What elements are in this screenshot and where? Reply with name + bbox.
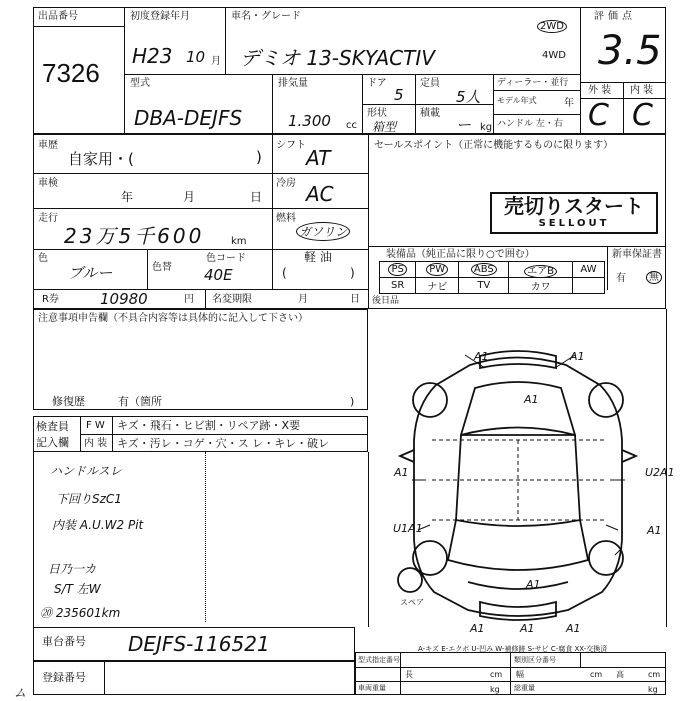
rear-seat-label: 後日品	[372, 296, 400, 306]
equip-sr: SR	[380, 278, 416, 294]
ac-label: 冷房	[276, 178, 296, 189]
sales-point-label: セールスポイント（正常に機能するものに限ります）	[374, 140, 614, 151]
load-unit: kg	[480, 122, 493, 133]
color-value: ブルー	[68, 264, 113, 282]
equip-blank	[572, 278, 604, 294]
capacity-label: 定員	[420, 78, 440, 89]
recycle-unit: 円	[184, 294, 194, 305]
first-reg-label: 初度登録年月	[130, 11, 190, 22]
repair-label: 修復歴	[52, 395, 85, 408]
warranty-no: 無	[646, 271, 662, 284]
damage-mark-6: U1A1	[393, 522, 423, 535]
hand-note-3: 内装 A.U.W2 Pit	[52, 518, 144, 532]
equipment-table	[379, 261, 605, 294]
inspection-month: 月	[183, 190, 196, 204]
hand-note-5: S/T 左W	[54, 582, 101, 596]
fuel-diesel: 軽 油	[304, 250, 332, 264]
interior-value: C	[632, 98, 653, 133]
fw-items: キズ・飛石・ヒビ割・リペア跡・X要	[117, 419, 301, 432]
hand-note-1: ハンドルスレ	[50, 464, 122, 478]
width-unit: cm	[590, 670, 603, 679]
displacement-label: 排気量	[278, 78, 308, 89]
hand-note-6: ⑳ 235601km	[40, 606, 121, 620]
sellout-stamp-sub: SELLOUT	[538, 218, 610, 229]
model-name-label: 車名・グレード	[231, 11, 301, 22]
repair-close: )	[350, 395, 355, 408]
damage-legend: A-キズ E-エクボ U-凹み W-補修跡 S-サビ C-腐食 XX-交換済	[418, 645, 608, 653]
inspection-year: 年	[121, 190, 134, 204]
equip-tv: TV	[459, 278, 509, 294]
equip-navi: ナビ	[416, 278, 459, 294]
sellout-stamp	[490, 192, 658, 234]
interior-label: 内 装	[630, 85, 654, 96]
doors-value: 5	[394, 86, 404, 104]
warranty-label: 新車保証書	[612, 249, 662, 260]
mileage-label: 走行	[38, 213, 58, 224]
lot-label: 出品番号	[38, 11, 78, 22]
score-label: 評価点	[594, 11, 636, 22]
class-designation-label: 類別区分番号	[514, 656, 556, 664]
load-value: ー	[456, 116, 472, 134]
height-label: 高	[616, 670, 624, 679]
dealer-label: ディーラー・並行	[497, 78, 569, 88]
width-label: 幅	[516, 670, 524, 679]
equip-leather: カワ	[509, 278, 572, 294]
name-change-label: 名変期限	[212, 294, 252, 305]
registration-label: 登録番号	[42, 671, 86, 684]
equip-pw: PW	[416, 262, 459, 278]
exterior-label: 外 装	[588, 85, 612, 96]
length-label: 長	[405, 670, 413, 679]
equipment-label: 装備品（純正品に限り○で囲む）	[386, 249, 535, 260]
displacement-value: 1.300	[288, 112, 331, 130]
equip-ps: PS	[380, 262, 416, 278]
drive-4wd: 4WD	[542, 50, 566, 61]
model-designation-label: 型式指定番号	[358, 656, 400, 664]
model-year-unit: 年	[564, 98, 574, 109]
damage-mark-7: A1	[647, 524, 662, 537]
first-reg-month-unit: 月	[211, 56, 221, 67]
ac-value: AC	[306, 182, 334, 206]
color-code-label: 色コード	[206, 253, 246, 264]
sellout-stamp-main: 売切りスタート	[504, 194, 644, 218]
damage-mark-2: A1	[570, 350, 585, 363]
shape-label: 形状	[367, 108, 387, 119]
inspector-interior-items: キズ・汚レ・コゲ・穴・ス レ・キレ・破レ	[117, 437, 330, 450]
repair-value: 有（箇所	[118, 395, 162, 408]
equip-abs: ABS	[459, 262, 509, 278]
damage-mark-1: A1	[474, 350, 489, 363]
history-close: )	[256, 148, 262, 166]
type-value: DBA-DEJFS	[134, 106, 243, 130]
first-reg-value: H23	[132, 44, 173, 68]
inspector-label-1: 検査員	[36, 420, 69, 433]
hand-note-4: 日乃一カ	[48, 562, 97, 576]
inspector-interior-label: 内 装	[84, 438, 108, 449]
length-unit: cm	[490, 670, 503, 679]
damage-mark-5: U2A1	[645, 466, 675, 479]
fuel-label: 燃料	[276, 213, 296, 224]
warranty-yes: 有	[616, 273, 626, 284]
recycle-label: R券	[42, 294, 59, 305]
corner-mark: ム	[14, 686, 27, 700]
height-unit: cm	[648, 670, 661, 679]
chassis-value: DEJFS-116521	[128, 632, 270, 656]
notes-label: 注意事項申告欄（不具合内容等は具体的に記入して下さい）	[38, 313, 308, 324]
total-weight-unit: kg	[648, 685, 658, 694]
chassis-label: 車台番号	[42, 635, 86, 648]
history-value: 自家用・(	[68, 150, 134, 168]
type-label: 型式	[130, 78, 150, 89]
name-change-month: 月	[298, 294, 308, 305]
spare-label: スペア	[400, 598, 424, 607]
doors-label: ドア	[367, 78, 387, 89]
model-name-value: デミオ 13-SKYACTIV	[240, 46, 435, 70]
capacity-value: 5人	[456, 88, 481, 106]
displacement-unit: cc	[346, 120, 357, 131]
inspection-day: 日	[250, 190, 263, 204]
shift-label: シフト	[276, 140, 306, 151]
name-change-day: 日	[350, 294, 360, 305]
damage-mark-8: A1	[526, 578, 541, 591]
hand-note-2: 下回りSzC1	[56, 492, 122, 506]
drive-2wd: 2WD	[537, 20, 567, 33]
damage-mark-11: A1	[566, 622, 581, 635]
equip-airbag: エアB	[509, 262, 572, 278]
handle-label: ハンドル 左・右	[497, 119, 563, 129]
mileage-value: 23万5千600	[64, 224, 205, 248]
recycle-value: 10980	[100, 290, 148, 308]
fw-label: F W	[86, 420, 105, 431]
fuel-paren-close: )	[350, 266, 355, 280]
model-year-label: モデル年式	[497, 96, 537, 105]
total-weight-label: 総重量	[514, 684, 535, 692]
exterior-value: C	[588, 98, 609, 133]
mileage-unit: km	[231, 236, 247, 247]
damage-mark-4: A1	[394, 466, 409, 479]
damage-mark-10: A1	[520, 622, 535, 635]
color-label: 色	[38, 253, 48, 264]
fuel-value: ガソリン	[296, 222, 350, 241]
car-diagram	[370, 310, 665, 630]
score-value: 3.5	[598, 28, 662, 74]
damage-mark-9: A1	[470, 622, 485, 635]
color-code-value: 40E	[204, 266, 233, 284]
damage-mark-3: A1	[524, 393, 539, 406]
shape-value: 箱型	[372, 120, 397, 134]
fuel-paren-open: (	[282, 266, 287, 280]
color-change-label: 色替	[152, 262, 172, 273]
lot-number: 7326	[42, 58, 100, 88]
load-label: 積載	[420, 108, 440, 119]
vehicle-weight-label: 車両重量	[358, 684, 386, 692]
history-label: 車歴	[38, 140, 58, 151]
vehicle-weight-unit: kg	[490, 685, 500, 694]
equip-aw: AW	[572, 262, 604, 278]
first-reg-month: 10	[186, 48, 206, 66]
shift-value: AT	[306, 146, 331, 170]
inspection-label: 車検	[38, 178, 58, 189]
inspector-label-2: 記入欄	[36, 436, 69, 449]
